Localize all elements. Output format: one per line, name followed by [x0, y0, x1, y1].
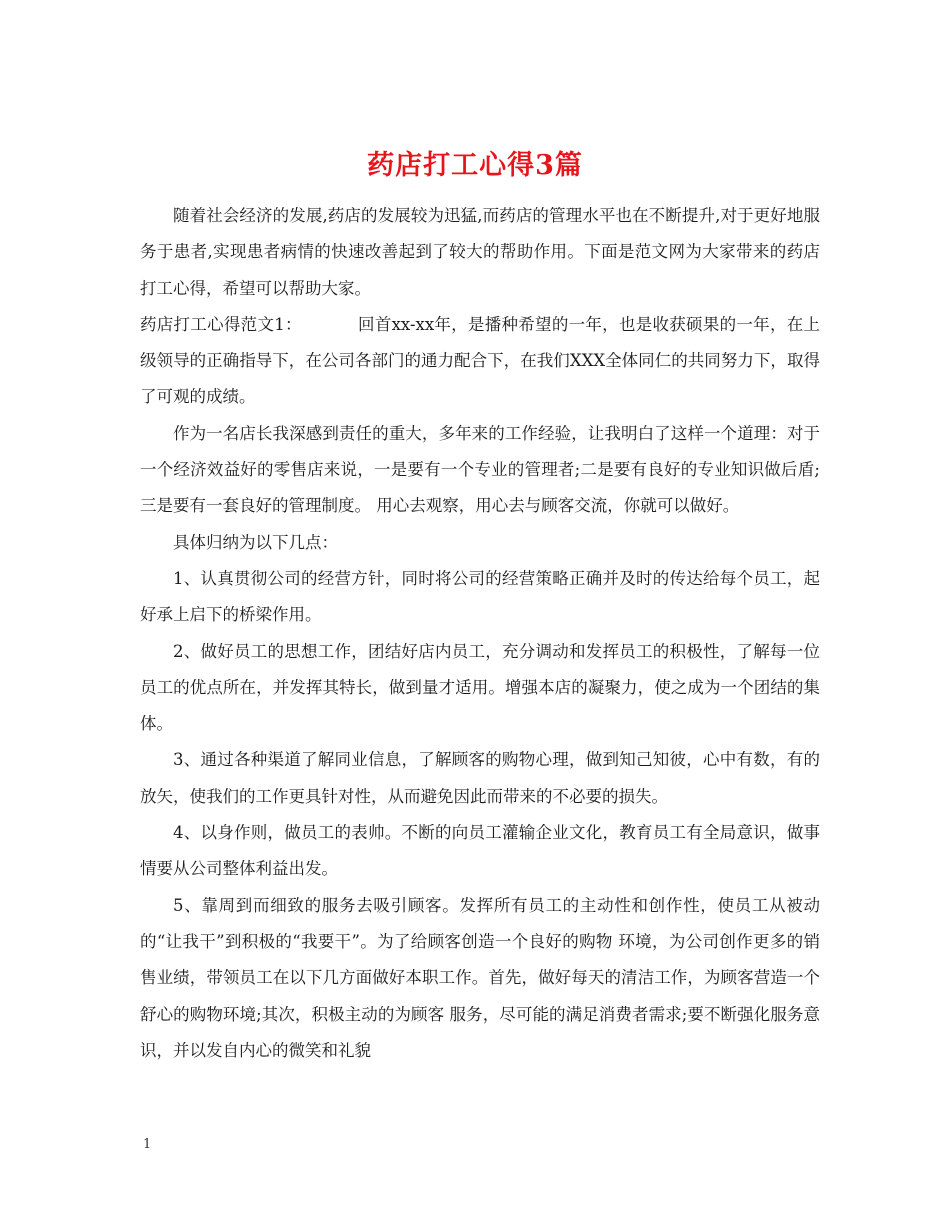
document-body	[140, 198, 820, 1069]
body-paragraph: 作为一名店长我深感到责任的重大，多年来的工作经验，让我明白了这样一个道理：对于一个经济效益好的零售店来说，一是要有一个专业的管理者;二是要有良好的专业知识做后盾;三是要有一套良好的管理制度。 用心去观察，用心去与顾客交流，你就可以做好。	[140, 423, 820, 516]
intro-paragraph: 随着社会经济的发展,药店的发展较为迅猛,而药店的管理水平也在不断提升,对于更好地服务于患者,实现患者病情的快速改善起到了较大的帮助作用。下面是范文网为大家带来的药店打工心得，希望可以帮助大家。	[140, 206, 820, 298]
sample-label: 药店打工心得范文1：	[140, 314, 302, 334]
sample-heading-paragraph	[140, 307, 820, 416]
list-item: 2、做好员工的思想工作，团结好店内员工，充分调动和发挥员工的积极性，了解每一位员工的优点所在，并发挥其特长，做到量才适用。增强本店的凝聚力，使之成为一个团结的集体。	[140, 641, 820, 734]
list-item: 5、靠周到而细致的服务去吸引顾客。发挥所有员工的主动性和创作性，使员工从被动的“让我干”到积极的“我要干”。为了给顾客创造一个良好的购物 环境，为公司创作更多的销售业绩，带领员工在以下几方面做好本职工作。首先，做好每天的清洁工作，为顾客营造一个舒心的购物环境;其次，积极主动的为顾客 服务，尽可能的满足消费者需求;要不断强化服务意识，并以发自内心的微笑和礼貌	[140, 895, 820, 1060]
list-item: 4、以身作则，做员工的表帅。不断的向员工灌输企业文化，教育员工有全局意识，做事情要从公司整体利益出发。	[140, 823, 820, 879]
body-paragraph: 具体归纳为以下几点：	[173, 532, 338, 552]
list-item: 3、通过各种渠道了解同业信息，了解顾客的购物心理，做到知己知彼，心中有数，有的放矢，使我们的工作更具针对性，从而避免因此而带来的不必要的损失。	[140, 750, 820, 806]
list-item: 1、认真贯彻公司的经营方针，同时将公司的经营策略正确并及时的传达给每个员工，起好承上启下的桥梁作用。	[140, 568, 820, 625]
sample-first-text: 回首xx-xx年，是播种希望的一年，也是收获硕果的一年，在上级领导的正确指导下，在公司各部门的通力配合下，在我们XXX全体同仁的共同努力下，取得了可观的成绩。	[140, 314, 820, 407]
page-number: 1	[143, 1137, 152, 1152]
document-title: 药店打工心得3篇	[367, 150, 583, 182]
